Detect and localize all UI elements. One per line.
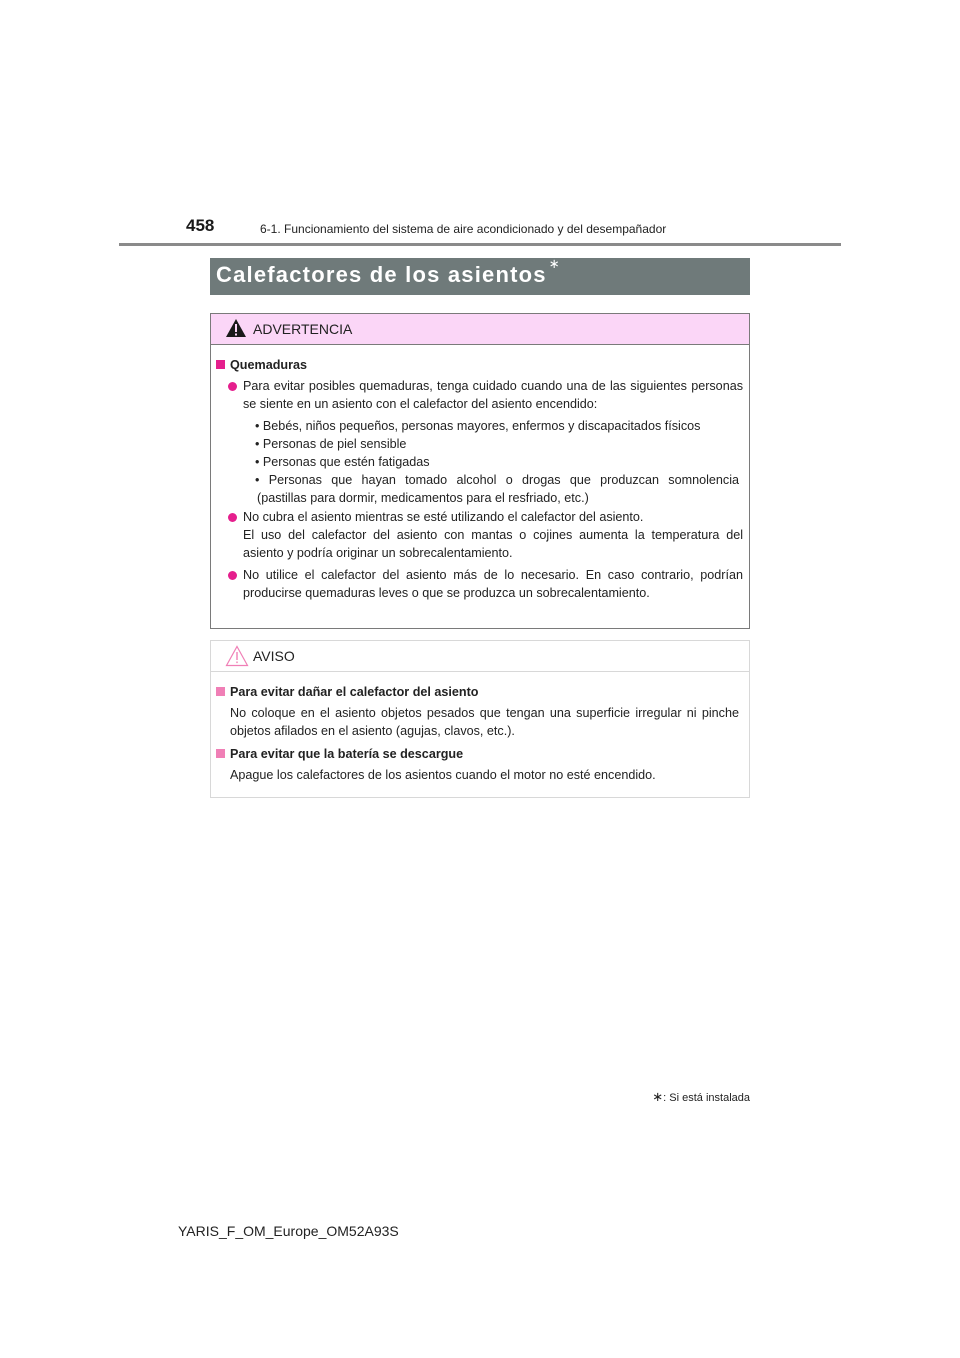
warning-bullet-3: No utilice el calefactor del asiento más de lo necesario. En caso contrario, podrían producirse quemaduras leves o que se produzca un sobrecalentamiento. (243, 568, 743, 600)
warning-bullet-2-line-1: No cubra el asiento mientras se esté utilizando el calefactor del asiento. (243, 510, 644, 524)
warning-bullet-2-line-2: El uso del calefactor del asiento con mantas o cojines aumenta la temperatura del asiento y podría originar un sobrecalentamiento. (243, 528, 743, 560)
square-bullet-icon (216, 749, 225, 758)
notice-header (211, 641, 749, 672)
warning-label: ADVERTENCIA (253, 321, 353, 337)
warning-triangle-icon (225, 318, 247, 338)
square-bullet-icon (216, 360, 225, 369)
warning-heading: Quemaduras (216, 356, 307, 374)
circle-bullet-icon (228, 513, 237, 522)
chapter-header: 6-1. Funcionamiento del sistema de aire acondicionado y del desempañador (260, 222, 667, 236)
header-rule (119, 243, 841, 246)
circle-bullet-icon (228, 571, 237, 580)
asterisk-icon: ∗ (652, 1089, 664, 1104)
warning-sub-2: • Personas de piel sensible (255, 437, 407, 451)
warning-bullet-1: Para evitar posibles quemaduras, tenga cuidado cuando una de las siguientes personas se siente en un asiento con el calefactor del asiento encendido: (243, 379, 743, 411)
page-number: 458 (186, 216, 215, 235)
notice-paragraph-1: No coloque en el asiento objetos pesados que tengan una superficie irregular ni pinche objetos afilados en el asiento (agujas, clavos, etc.). (230, 706, 739, 738)
warning-sub-4-cont: (pastillas para dormir, medicamentos para el resfriado, etc.) (257, 491, 589, 505)
warning-header (211, 314, 749, 345)
notice-heading-2: Para evitar que la batería se descargue (216, 745, 463, 763)
circle-bullet-icon (228, 382, 237, 391)
warning-sub-4: • Personas que hayan tomado alcohol o drogas que produzcan somnolencia (255, 473, 739, 487)
warning-sub-3: • Personas que estén fatigadas (255, 455, 430, 469)
asterisk-icon: ∗ (548, 256, 560, 271)
caution-triangle-icon (225, 645, 249, 667)
section-title: Calefactores de los asientos (216, 262, 547, 287)
footer-code: YARIS_F_OM_Europe_OM52A93S (178, 1223, 399, 1239)
warning-sub-1: • Bebés, niños pequeños, personas mayores, enfermos y discapacitados físicos (255, 419, 701, 433)
notice-paragraph-2: Apague los calefactores de los asientos cuando el motor no esté encendido. (230, 768, 656, 782)
notice-box (210, 640, 750, 798)
notice-label: AVISO (253, 648, 295, 664)
section-title-bar (210, 258, 750, 295)
footnote: ∗: Si está instalada (652, 1089, 750, 1104)
notice-heading-1: Para evitar dañar el calefactor del asiento (216, 683, 479, 701)
warning-box (210, 313, 750, 629)
square-bullet-icon (216, 687, 225, 696)
